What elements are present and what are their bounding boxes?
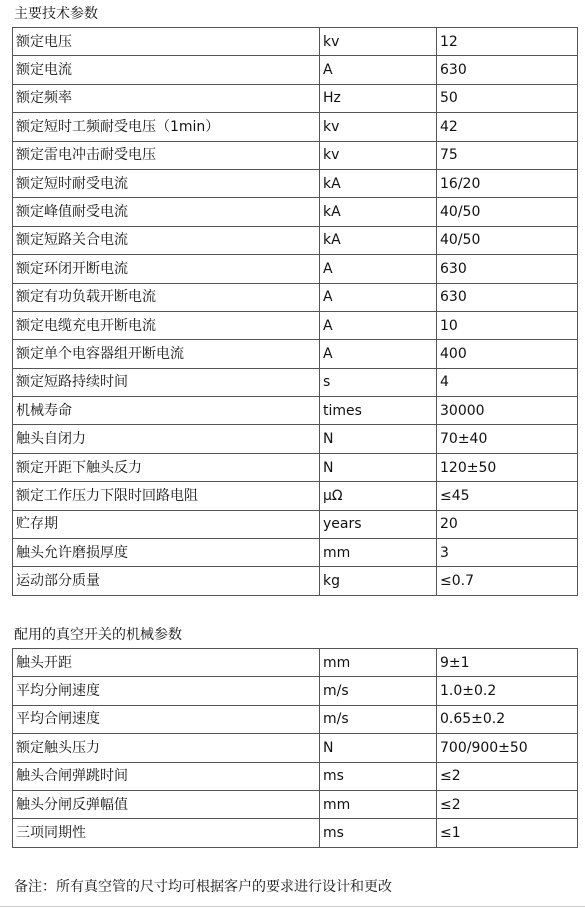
table-row: [13, 255, 578, 283]
unit-cell: s: [320, 368, 437, 396]
value-cell: 630: [437, 255, 578, 283]
param-name-cell: 额定短路持续时间: [13, 368, 320, 396]
unit-cell: years: [320, 510, 437, 538]
param-name-cell: 额定电缆充电开断电流: [13, 311, 320, 339]
param-name-cell: 额定环闭开断电流: [13, 255, 320, 283]
table-row: [13, 113, 578, 141]
unit-cell: ms: [320, 762, 437, 790]
unit-cell: mm: [320, 539, 437, 567]
value-cell: ≤45: [437, 482, 578, 510]
value-cell: 9±1: [437, 649, 578, 677]
table-row: [13, 425, 578, 453]
param-name-cell: 额定电压: [13, 28, 320, 56]
value-cell: 1.0±0.2: [437, 677, 578, 705]
param-name-cell: 额定电流: [13, 56, 320, 84]
value-cell: 50: [437, 84, 578, 112]
value-cell: 30000: [437, 397, 578, 425]
unit-cell: kA: [320, 226, 437, 254]
section-title-mechanical-params: 配用的真空开关的机械参数: [14, 627, 182, 643]
param-name-cell: 平均合闸速度: [13, 705, 320, 733]
unit-cell: A: [320, 340, 437, 368]
table-row: [13, 677, 578, 705]
unit-cell: N: [320, 453, 437, 481]
value-cell: 700/900±50: [437, 734, 578, 762]
value-cell: ≤2: [437, 762, 578, 790]
param-name-cell: 运动部分质量: [13, 567, 320, 595]
value-cell: 630: [437, 56, 578, 84]
unit-cell: A: [320, 56, 437, 84]
table-row: [13, 283, 578, 311]
table-row: [13, 368, 578, 396]
value-cell: 40/50: [437, 198, 578, 226]
table-row: [13, 28, 578, 56]
table-row: [13, 539, 578, 567]
value-cell: 12: [437, 28, 578, 56]
table-row: [13, 340, 578, 368]
table-row: [13, 705, 578, 733]
table-row: [13, 453, 578, 481]
footnote: 备注：所有真空管的尺寸均可根据客户的要求进行设计和更改: [14, 879, 392, 895]
param-name-cell: 贮存期: [13, 510, 320, 538]
value-cell: ≤2: [437, 790, 578, 818]
value-cell: 0.65±0.2: [437, 705, 578, 733]
main-params-table: [12, 27, 578, 596]
table-row: [13, 819, 578, 847]
table-row: [13, 84, 578, 112]
param-name-cell: 额定峰值耐受电流: [13, 198, 320, 226]
mechanical-params-table: [12, 648, 578, 848]
unit-cell: mm: [320, 649, 437, 677]
unit-cell: m/s: [320, 705, 437, 733]
unit-cell: kv: [320, 28, 437, 56]
table-row: [13, 56, 578, 84]
unit-cell: A: [320, 283, 437, 311]
unit-cell: Hz: [320, 84, 437, 112]
table-row: [13, 397, 578, 425]
bottom-divider: [0, 906, 585, 907]
table-row: [13, 567, 578, 595]
value-cell: 16/20: [437, 169, 578, 197]
param-name-cell: 触头合闸弹跳时间: [13, 762, 320, 790]
table-row: [13, 649, 578, 677]
value-cell: 40/50: [437, 226, 578, 254]
value-cell: ≤0.7: [437, 567, 578, 595]
param-name-cell: 触头分闸反弹幅值: [13, 790, 320, 818]
unit-cell: ms: [320, 819, 437, 847]
param-name-cell: 触头允许磨损厚度: [13, 539, 320, 567]
unit-cell: N: [320, 734, 437, 762]
value-cell: 20: [437, 510, 578, 538]
table-row: [13, 311, 578, 339]
param-name-cell: 机械寿命: [13, 397, 320, 425]
table-row: [13, 198, 578, 226]
param-name-cell: 额定短路关合电流: [13, 226, 320, 254]
value-cell: 3: [437, 539, 578, 567]
table-row: [13, 790, 578, 818]
table-row: [13, 762, 578, 790]
value-cell: 70±40: [437, 425, 578, 453]
unit-cell: μΩ: [320, 482, 437, 510]
value-cell: ≤1: [437, 819, 578, 847]
unit-cell: kA: [320, 198, 437, 226]
param-name-cell: 三项同期性: [13, 819, 320, 847]
unit-cell: times: [320, 397, 437, 425]
value-cell: 42: [437, 113, 578, 141]
param-name-cell: 额定有功负载开断电流: [13, 283, 320, 311]
param-name-cell: 额定工作压力下限时回路电阻: [13, 482, 320, 510]
value-cell: 400: [437, 340, 578, 368]
value-cell: 10: [437, 311, 578, 339]
unit-cell: N: [320, 425, 437, 453]
param-name-cell: 额定开距下触头反力: [13, 453, 320, 481]
value-cell: 75: [437, 141, 578, 169]
table-row: [13, 482, 578, 510]
section-title-main-params: 主要技术参数: [14, 6, 98, 22]
value-cell: 120±50: [437, 453, 578, 481]
unit-cell: A: [320, 255, 437, 283]
param-name-cell: 触头自闭力: [13, 425, 320, 453]
unit-cell: mm: [320, 790, 437, 818]
param-name-cell: 额定触头压力: [13, 734, 320, 762]
table-row: [13, 510, 578, 538]
table-row: [13, 141, 578, 169]
param-name-cell: 平均分闸速度: [13, 677, 320, 705]
param-name-cell: 额定短时耐受电流: [13, 169, 320, 197]
table-row: [13, 734, 578, 762]
unit-cell: m/s: [320, 677, 437, 705]
table-row: [13, 226, 578, 254]
unit-cell: kA: [320, 169, 437, 197]
param-name-cell: 额定短时工频耐受电压（1min）: [13, 113, 320, 141]
unit-cell: kg: [320, 567, 437, 595]
table-row: [13, 169, 578, 197]
unit-cell: kv: [320, 141, 437, 169]
param-name-cell: 触头开距: [13, 649, 320, 677]
unit-cell: A: [320, 311, 437, 339]
param-name-cell: 额定雷电冲击耐受电压: [13, 141, 320, 169]
param-name-cell: 额定频率: [13, 84, 320, 112]
param-name-cell: 额定单个电容器组开断电流: [13, 340, 320, 368]
unit-cell: kv: [320, 113, 437, 141]
value-cell: 630: [437, 283, 578, 311]
value-cell: 4: [437, 368, 578, 396]
